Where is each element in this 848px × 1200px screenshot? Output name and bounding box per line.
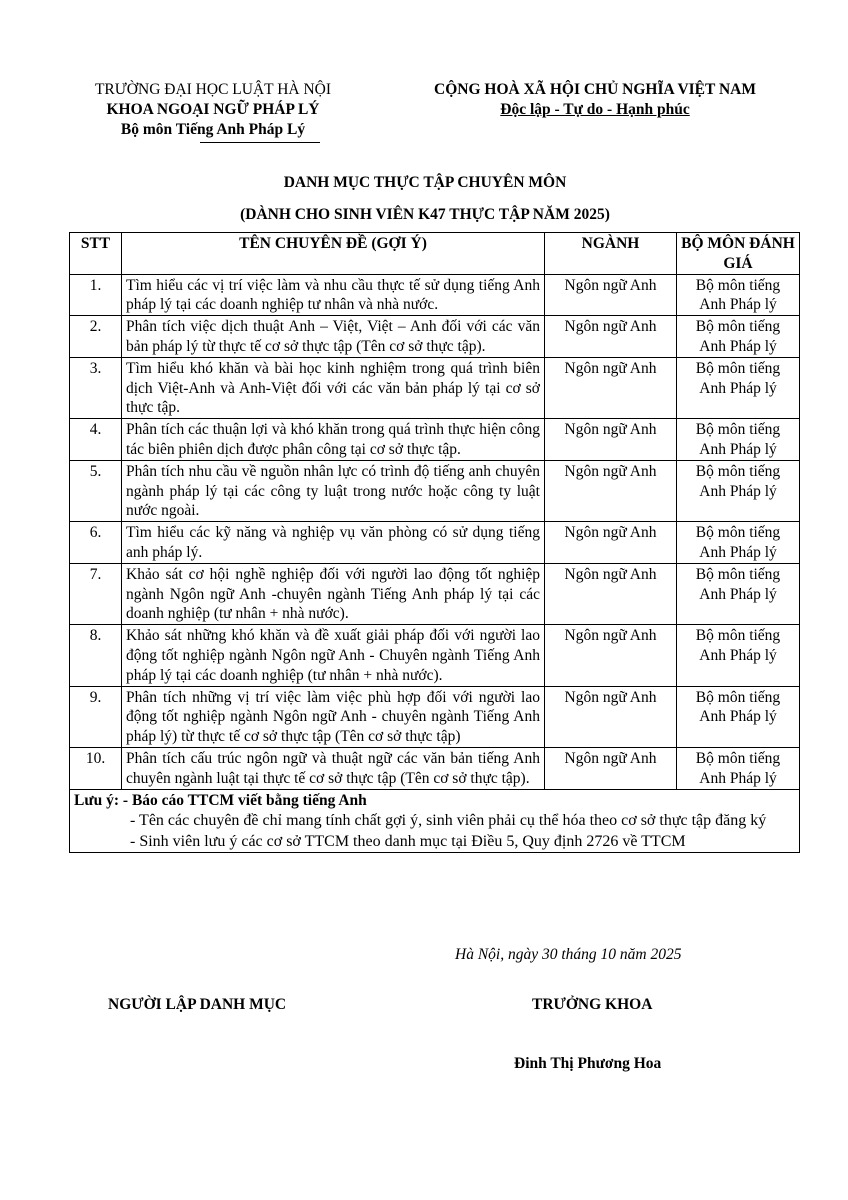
- document-date: Hà Nội, ngày 30 tháng 10 năm 2025: [455, 946, 682, 963]
- national-title: CỘNG HOÀ XÃ HỘI CHỦ NGHĨA VIỆT NAM: [434, 81, 756, 98]
- signature-left-title: NGƯỜI LẬP DANH MỤC: [108, 996, 287, 1013]
- topics-table: [69, 232, 800, 853]
- row-major: Ngôn ngữ Anh: [545, 274, 677, 316]
- row-dept: Bộ môn tiếng Anh Pháp lý: [677, 460, 800, 521]
- row-stt: 8.: [70, 625, 122, 686]
- faculty-name: KHOA NGOẠI NGỮ PHÁP LÝ: [106, 101, 320, 118]
- row-dept: Bộ môn tiếng Anh Pháp lý: [677, 274, 800, 316]
- header-dept: BỘ MÔN ĐÁNH GIÁ: [677, 233, 800, 275]
- row-topic: Khảo sát cơ hội nghề nghiệp đối với người lao động tốt nghiệp ngành Ngôn ngữ Anh -chuyên ngành Tiếng Anh pháp lý tại các doanh nghiệp (tư nhân + nhà nước).: [122, 563, 545, 624]
- row-stt: 5.: [70, 460, 122, 521]
- note-line-1: Lưu ý: - Báo cáo TTCM viết bằng tiếng Anh: [74, 791, 367, 809]
- table-header-row: [70, 233, 800, 275]
- table-row: [70, 563, 800, 624]
- row-stt: 2.: [70, 316, 122, 358]
- row-stt: 10.: [70, 747, 122, 789]
- row-stt: 7.: [70, 563, 122, 624]
- row-stt: 9.: [70, 686, 122, 747]
- signature-right-title: TRƯỞNG KHOA: [532, 996, 653, 1013]
- row-dept: Bộ môn tiếng Anh Pháp lý: [677, 316, 800, 358]
- note-line-3: - Sinh viên lưu ý các cơ sở TTCM theo danh mục tại Điều 5, Quy định 2726 về TTCM: [130, 833, 686, 851]
- row-topic: Phân tích việc dịch thuật Anh – Việt, Việt – Anh đối với các văn bản pháp lý từ thực tế cơ sở thực tập (Tên cơ sở thực tập).: [122, 316, 545, 358]
- row-dept: Bộ môn tiếng Anh Pháp lý: [677, 747, 800, 789]
- signer-name: Đinh Thị Phương Hoa: [514, 1055, 662, 1072]
- header-major: NGÀNH: [545, 233, 677, 275]
- row-major: Ngôn ngữ Anh: [545, 686, 677, 747]
- row-topic: Phân tích nhu cầu về nguồn nhân lực có trình độ tiếng anh chuyên ngành pháp lý tại các công ty luật trong nước hoặc công ty luật nước ngoài.: [122, 460, 545, 521]
- row-stt: 3.: [70, 357, 122, 418]
- table-row: [70, 747, 800, 789]
- row-dept: Bộ môn tiếng Anh Pháp lý: [677, 522, 800, 564]
- header-underline: [200, 142, 320, 143]
- row-major: Ngôn ngữ Anh: [545, 460, 677, 521]
- title-line-1: DANH MỤC THỰC TẬP CHUYÊN MÔN: [283, 174, 567, 191]
- row-topic: Tìm hiểu khó khăn và bài học kinh nghiệm trong quá trình biên dịch Việt-Anh và Anh-Việt đối với các văn bản pháp lý tại cơ sở thực tập.: [122, 357, 545, 418]
- table-row: [70, 274, 800, 316]
- note-cell: [70, 789, 800, 853]
- row-major: Ngôn ngữ Anh: [545, 522, 677, 564]
- header-right: [395, 80, 795, 120]
- header-topic: TÊN CHUYÊN ĐỀ (GỢI Ý): [122, 233, 545, 275]
- row-dept: Bộ môn tiếng Anh Pháp lý: [677, 563, 800, 624]
- national-motto: Độc lập - Tự do - Hạnh phúc: [500, 101, 690, 118]
- row-stt: 1.: [70, 274, 122, 316]
- row-topic: Phân tích các thuận lợi và khó khăn trong quá trình thực hiện công tác biên phiên dịch được phân công tại cơ sở thực tập.: [122, 419, 545, 461]
- document-title: [60, 172, 790, 236]
- table-row: [70, 316, 800, 358]
- note-row: [70, 789, 800, 853]
- row-dept: Bộ môn tiếng Anh Pháp lý: [677, 357, 800, 418]
- row-major: Ngôn ngữ Anh: [545, 563, 677, 624]
- header-stt: STT: [70, 233, 122, 275]
- row-stt: 6.: [70, 522, 122, 564]
- row-stt: 4.: [70, 419, 122, 461]
- table-row: [70, 357, 800, 418]
- row-topic: Tìm hiểu các vị trí việc làm và nhu cầu thực tế sử dụng tiếng Anh pháp lý tại các doanh nghiệp tư nhân và nhà nước.: [122, 274, 545, 316]
- note-line-2: - Tên các chuyên đề chỉ mang tính chất gợi ý, sinh viên phải cụ thể hóa theo cơ sở thực tập đăng ký: [130, 812, 767, 830]
- row-major: Ngôn ngữ Anh: [545, 419, 677, 461]
- row-topic: Tìm hiểu các kỹ năng và nghiệp vụ văn phòng có sử dụng tiếng anh pháp lý.: [122, 522, 545, 564]
- title-line-2: (DÀNH CHO SINH VIÊN K47 THỰC TẬP NĂM 2025): [240, 206, 610, 223]
- department-name: Bộ môn Tiếng Anh Pháp Lý: [120, 121, 306, 138]
- table-row: [70, 686, 800, 747]
- row-dept: Bộ môn tiếng Anh Pháp lý: [677, 419, 800, 461]
- row-major: Ngôn ngữ Anh: [545, 316, 677, 358]
- row-topic: Phân tích những vị trí việc làm việc phù hợp đối với người lao động tốt nghiệp ngành Ngôn ngữ Anh - chuyên ngành Tiếng Anh pháp lý) từ thực tế cơ sở thực tập (Tên cơ sở thực tập): [122, 686, 545, 747]
- row-topic: Khảo sát những khó khăn và đề xuất giải pháp đối với người lao động tốt nghiệp ngành Ngôn ngữ Anh - Chuyên ngành Tiếng Anh pháp lý tại các doanh nghiệp (tư nhân + nhà nước).: [122, 625, 545, 686]
- row-dept: Bộ môn tiếng Anh Pháp lý: [677, 686, 800, 747]
- row-dept: Bộ môn tiếng Anh Pháp lý: [677, 625, 800, 686]
- row-major: Ngôn ngữ Anh: [545, 747, 677, 789]
- header-left: [58, 80, 368, 143]
- row-major: Ngôn ngữ Anh: [545, 625, 677, 686]
- row-topic: Phân tích cấu trúc ngôn ngữ và thuật ngữ các văn bản tiếng Anh chuyên ngành luật tại thực tế cơ sở thực tập (Tên cơ sở thực tập).: [122, 747, 545, 789]
- table-row: [70, 522, 800, 564]
- table-row: [70, 460, 800, 521]
- table-row: [70, 419, 800, 461]
- row-major: Ngôn ngữ Anh: [545, 357, 677, 418]
- table-row: [70, 625, 800, 686]
- university-name: TRƯỜNG ĐẠI HỌC LUẬT HÀ NỘI: [94, 81, 332, 98]
